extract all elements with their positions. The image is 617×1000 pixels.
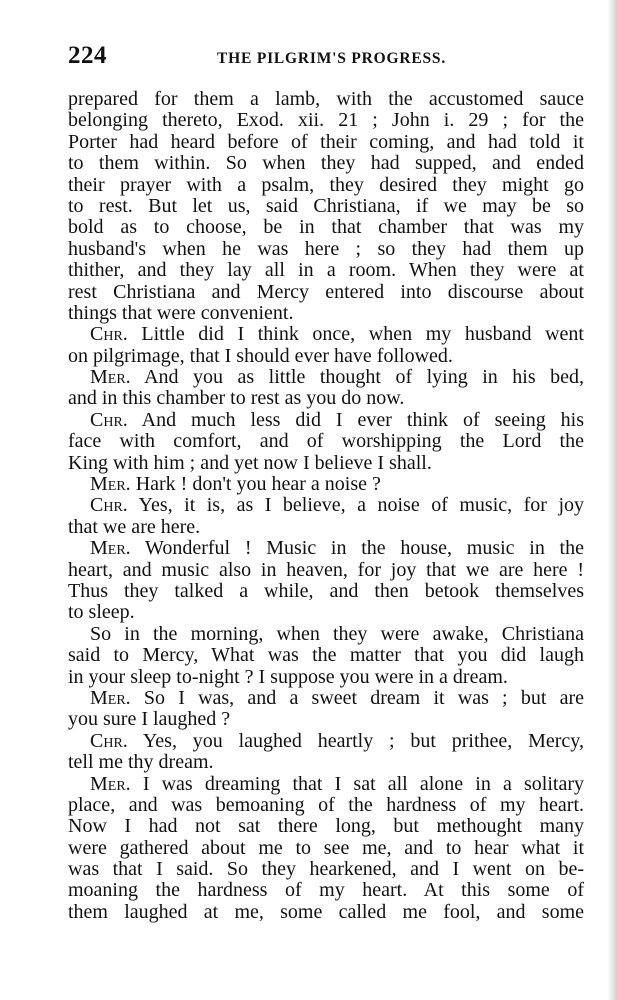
dialogue-line [68,495,584,516]
dialogue-text: Little did I think once, when my husband went [127,323,584,346]
speaker-label: Chr. [90,408,128,431]
dialogue-line [68,688,584,709]
text-line: on pilgrimage, that I should ever have followed. [68,344,453,367]
text-line: them laughed at me, some called me fool, and some [68,900,584,923]
speaker-label: Mer. [90,772,131,795]
text-line: So in the morning, when they were awake, Christiana [90,622,584,645]
text-line: husband's when he was here ; so they had them up [68,237,584,260]
speaker-label: Mer. [90,473,131,496]
text-line: was that I said. So they hearkened, and I went on be- [68,858,584,881]
text-line: to rest. But let us, said Christiana, if we may be so [68,194,584,217]
dialogue-text: Yes, it is, as I believe, a noise of music, for joy [127,494,584,517]
dialogue-text: And you as little thought of lying in his bed, [130,366,584,389]
dialogue-text: Wonderful ! Music in the house, music in the [130,537,584,560]
dialogue-text: So I was, and a sweet dream it was ; but are [130,686,584,709]
dialogue-text: Hark ! don't you hear a noise ? [130,473,381,496]
dialogue-line [68,410,584,431]
text-line: belonging thereto, Exod. xii. 21 ; John i. 29 ; for the [68,109,584,132]
dialogue-line [68,774,584,795]
speaker-label: Mer. [90,686,131,709]
text-line: Thus they talked a while, and then betook themselves [68,579,584,602]
page-number: 224 [68,42,107,69]
text-line: King with him ; and yet now I believe I shall. [68,451,432,474]
text-line: said to Mercy, What was the matter that you did laugh [68,644,584,667]
text-line: thither, and they lay all in a room. When they were at [68,259,584,282]
text-line: to sleep. [68,601,135,624]
text-line: Porter had heard before of their coming, and had told it [68,130,584,153]
dialogue-line [68,474,584,495]
page-header [68,42,446,72]
text-line: prepared for them a lamb, with the accustomed sauce [68,88,584,110]
dialogue-line [68,731,584,752]
text-line: moaning the hardness of my heart. At this some of [68,879,584,902]
dialogue-line [68,367,584,388]
dialogue-line [68,324,584,345]
text-line: their prayer with a psalm, they desired they might go [68,173,584,196]
text-line: to them within. So when they had supped, and ended [68,152,584,175]
running-title: THE PILGRIM'S PROGRESS. [217,50,446,67]
text-line: things that were convenient. [68,301,294,324]
text-line: and in this chamber to rest as you do now. [68,387,405,410]
text-line: heart, and music also in heaven, for joy that we are here ! [68,558,584,581]
dialogue-text: And much less did I ever think of seeing his [127,408,584,431]
text-line: Now I had not sat there long, but methought many [68,815,584,838]
text-line: were gathered about me to see me, and to hear what it [68,836,584,859]
text-line: in your sleep to-night ? I suppose you were in a dream. [68,665,508,688]
text-line: bold as to choose, be in that chamber that was my [68,216,584,239]
text-line: tell me thy dream. [68,751,214,774]
page-edge-shadow [607,0,617,1000]
speaker-label: Mer. [90,366,131,389]
speaker-label: Chr. [90,494,128,517]
speaker-label: Chr. [90,729,128,752]
text-line: you sure I laughed ? [68,708,231,731]
speaker-label: Mer. [90,537,131,560]
text-line: that we are here. [68,515,201,538]
speaker-label: Chr. [90,323,128,346]
dialogue-text: I was dreaming that I sat all alone in a solitary [130,772,584,795]
text-line: face with comfort, and of worshipping the Lord the [68,430,584,453]
dialogue-text: Yes, you laughed heartly ; but prithee, Mercy, [127,729,584,752]
text-line: rest Christiana and Mercy entered into discourse about [68,280,584,303]
text-line: place, and was bemoaning of the hardness of my heart. [68,793,584,816]
dialogue-line [68,538,584,559]
body-text [68,89,584,923]
